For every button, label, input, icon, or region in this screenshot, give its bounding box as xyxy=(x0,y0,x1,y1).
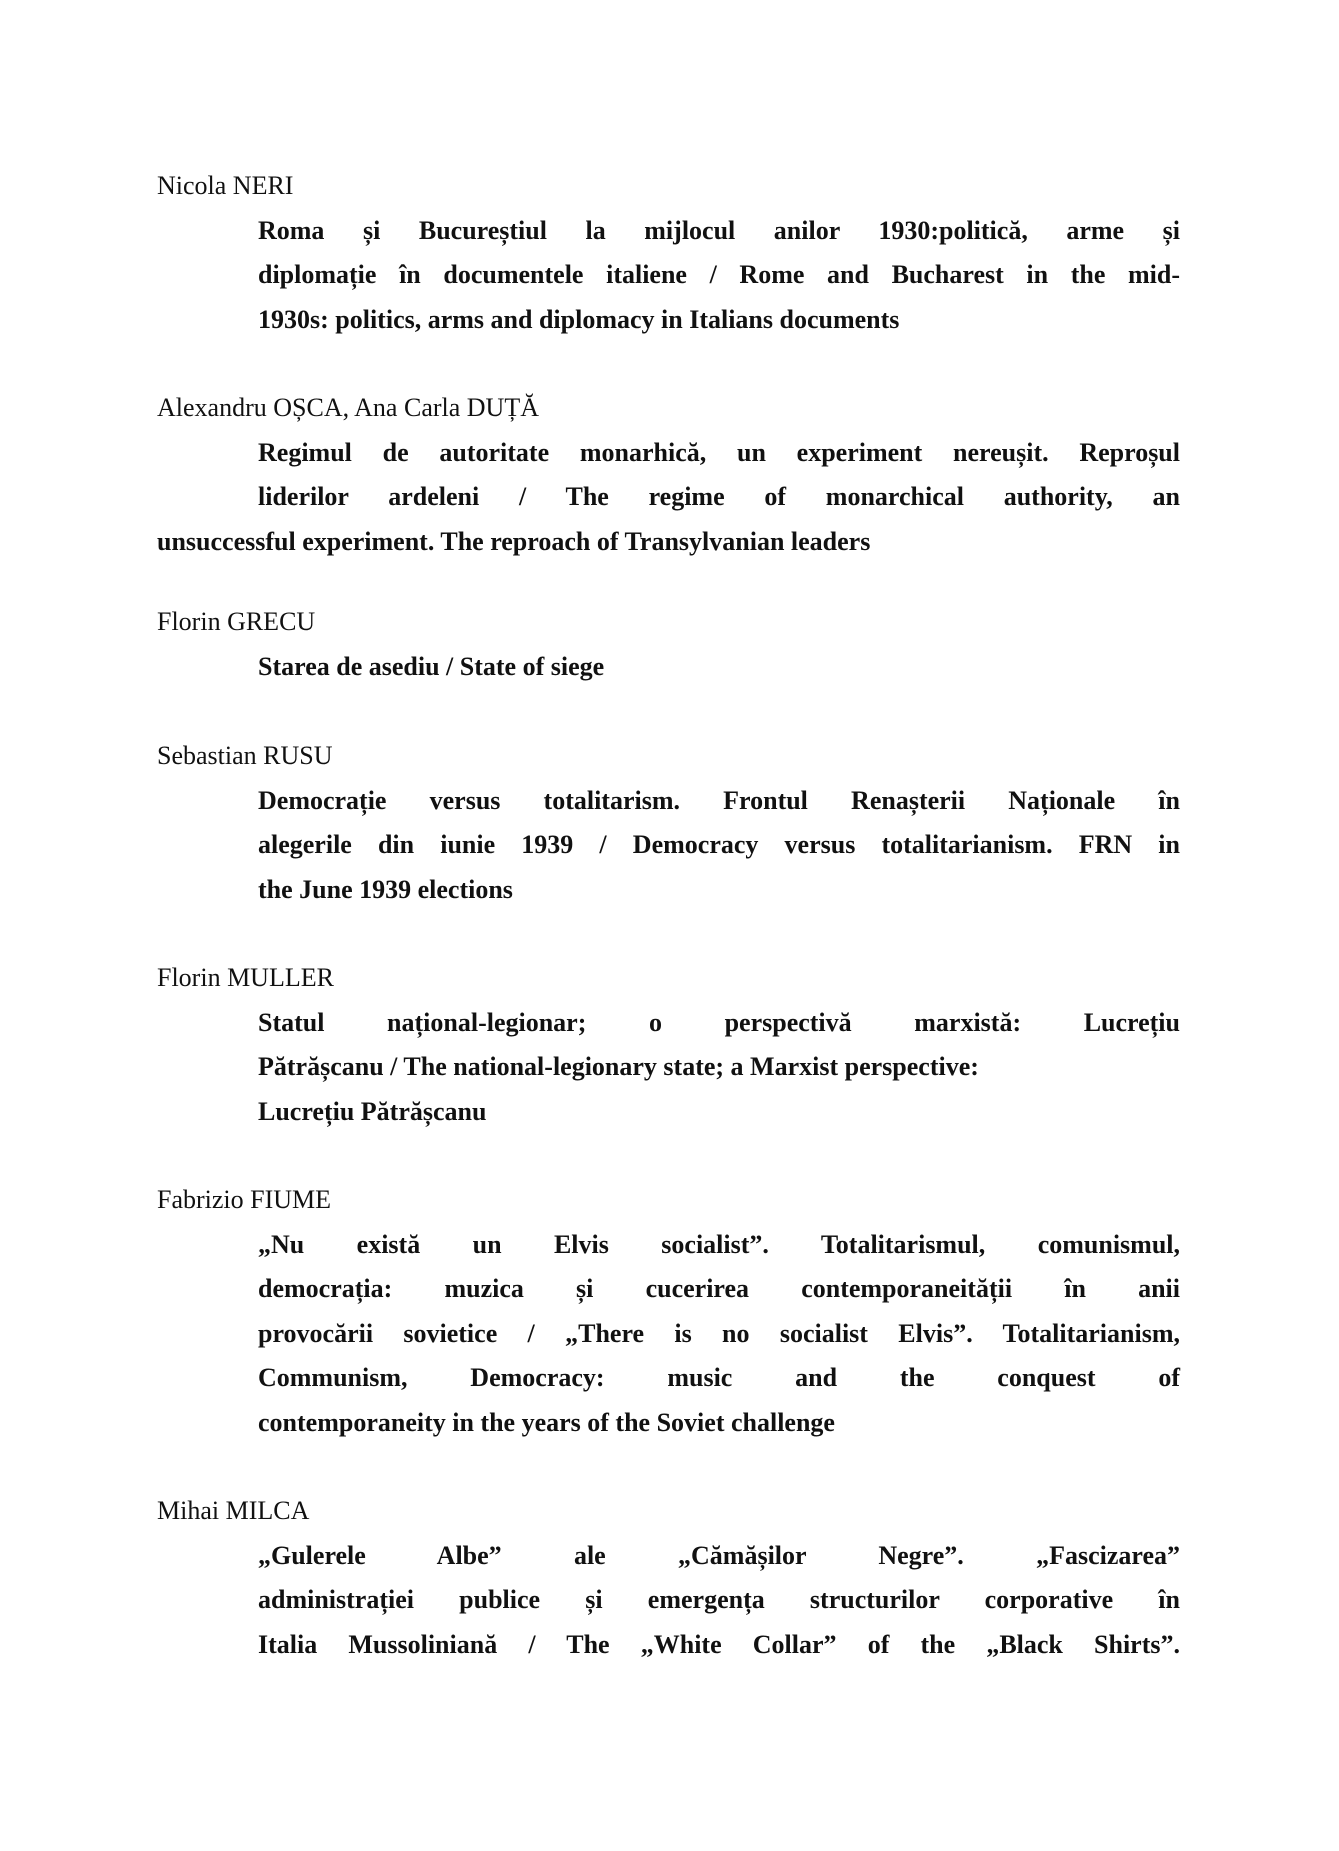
author: Alexandru OȘCA, Ana Carla DUȚĂ xyxy=(157,393,539,422)
author: Mihai MILCA xyxy=(157,1496,310,1525)
author: Florin GRECU xyxy=(157,607,316,636)
entry-osca-duta xyxy=(157,386,1180,564)
entry-muller xyxy=(157,956,1180,1134)
title-line: provocării sovietice / „There is no socialist Elvis”. Totalitarianism, xyxy=(258,1318,1180,1348)
title-line: Pătrășcanu / The national-legionary state; a Marxist perspective: xyxy=(258,1052,979,1081)
title-line: the June 1939 elections xyxy=(258,874,513,904)
article-title xyxy=(258,1001,1180,1135)
entry-milca xyxy=(157,1489,1180,1667)
title-line: Starea de asediu / State of siege xyxy=(258,651,605,681)
title-line: Regimul de autoritate monarhică, un experiment nereușit. Reproșul xyxy=(258,437,1180,467)
title-line: liderilor ardeleni / The regime of monarchical authority, an xyxy=(258,482,1180,511)
author: Sebastian RUSU xyxy=(157,741,333,770)
article-title xyxy=(258,1223,1180,1446)
title-line: democrația: muzica și cucerirea contemporaneității în anii xyxy=(258,1274,1180,1303)
title-line: Democrație versus totalitarism. Frontul Renașterii Naționale în xyxy=(258,785,1180,815)
article-title xyxy=(258,209,1180,343)
title-line: unsuccessful experiment. The reproach of Transylvanian leaders xyxy=(157,526,871,556)
title-line: Lucrețiu Pătrășcanu xyxy=(258,1096,487,1126)
entry-fiume xyxy=(157,1178,1180,1445)
title-line: Roma și Bucureștiul la mijlocul anilor 1930:politică, arme și xyxy=(258,215,1180,245)
article-title xyxy=(258,1534,1180,1668)
article-title xyxy=(157,431,1180,565)
title-line: Italia Mussoliniană / The „White Collar” of the „Black Shirts”. xyxy=(258,1629,1180,1659)
title-line: 1930s: politics, arms and diplomacy in Italians documents xyxy=(258,304,900,334)
title-line: alegerile din iunie 1939 / Democracy versus totalitarianism. FRN in xyxy=(258,830,1180,859)
title-line: Statul național-legionar; o perspectivă marxistă: Lucrețiu xyxy=(258,1007,1180,1037)
title-line: Communism, Democracy: music and the conquest of xyxy=(258,1363,1180,1392)
entry-grecu xyxy=(157,600,1180,689)
title-line: „Gulerele Albe” ale „Cămășilor Negre”. „Fascizarea” xyxy=(258,1540,1180,1570)
article-title xyxy=(258,645,1180,690)
author: Fabrizio FIUME xyxy=(157,1185,332,1214)
author: Florin MULLER xyxy=(157,963,334,992)
author: Nicola NERI xyxy=(157,171,294,200)
entry-rusu xyxy=(157,734,1180,912)
title-line: contemporaneity in the years of the Soviet challenge xyxy=(258,1407,835,1437)
entry-neri xyxy=(157,164,1180,342)
article-title xyxy=(258,779,1180,913)
title-line: diplomație în documentele italiene / Rome and Bucharest in the mid- xyxy=(258,260,1180,289)
title-line: administrației publice și emergența structurilor corporative în xyxy=(258,1585,1180,1614)
title-line: „Nu există un Elvis socialist”. Totalitarismul, comunismul, xyxy=(258,1229,1180,1259)
